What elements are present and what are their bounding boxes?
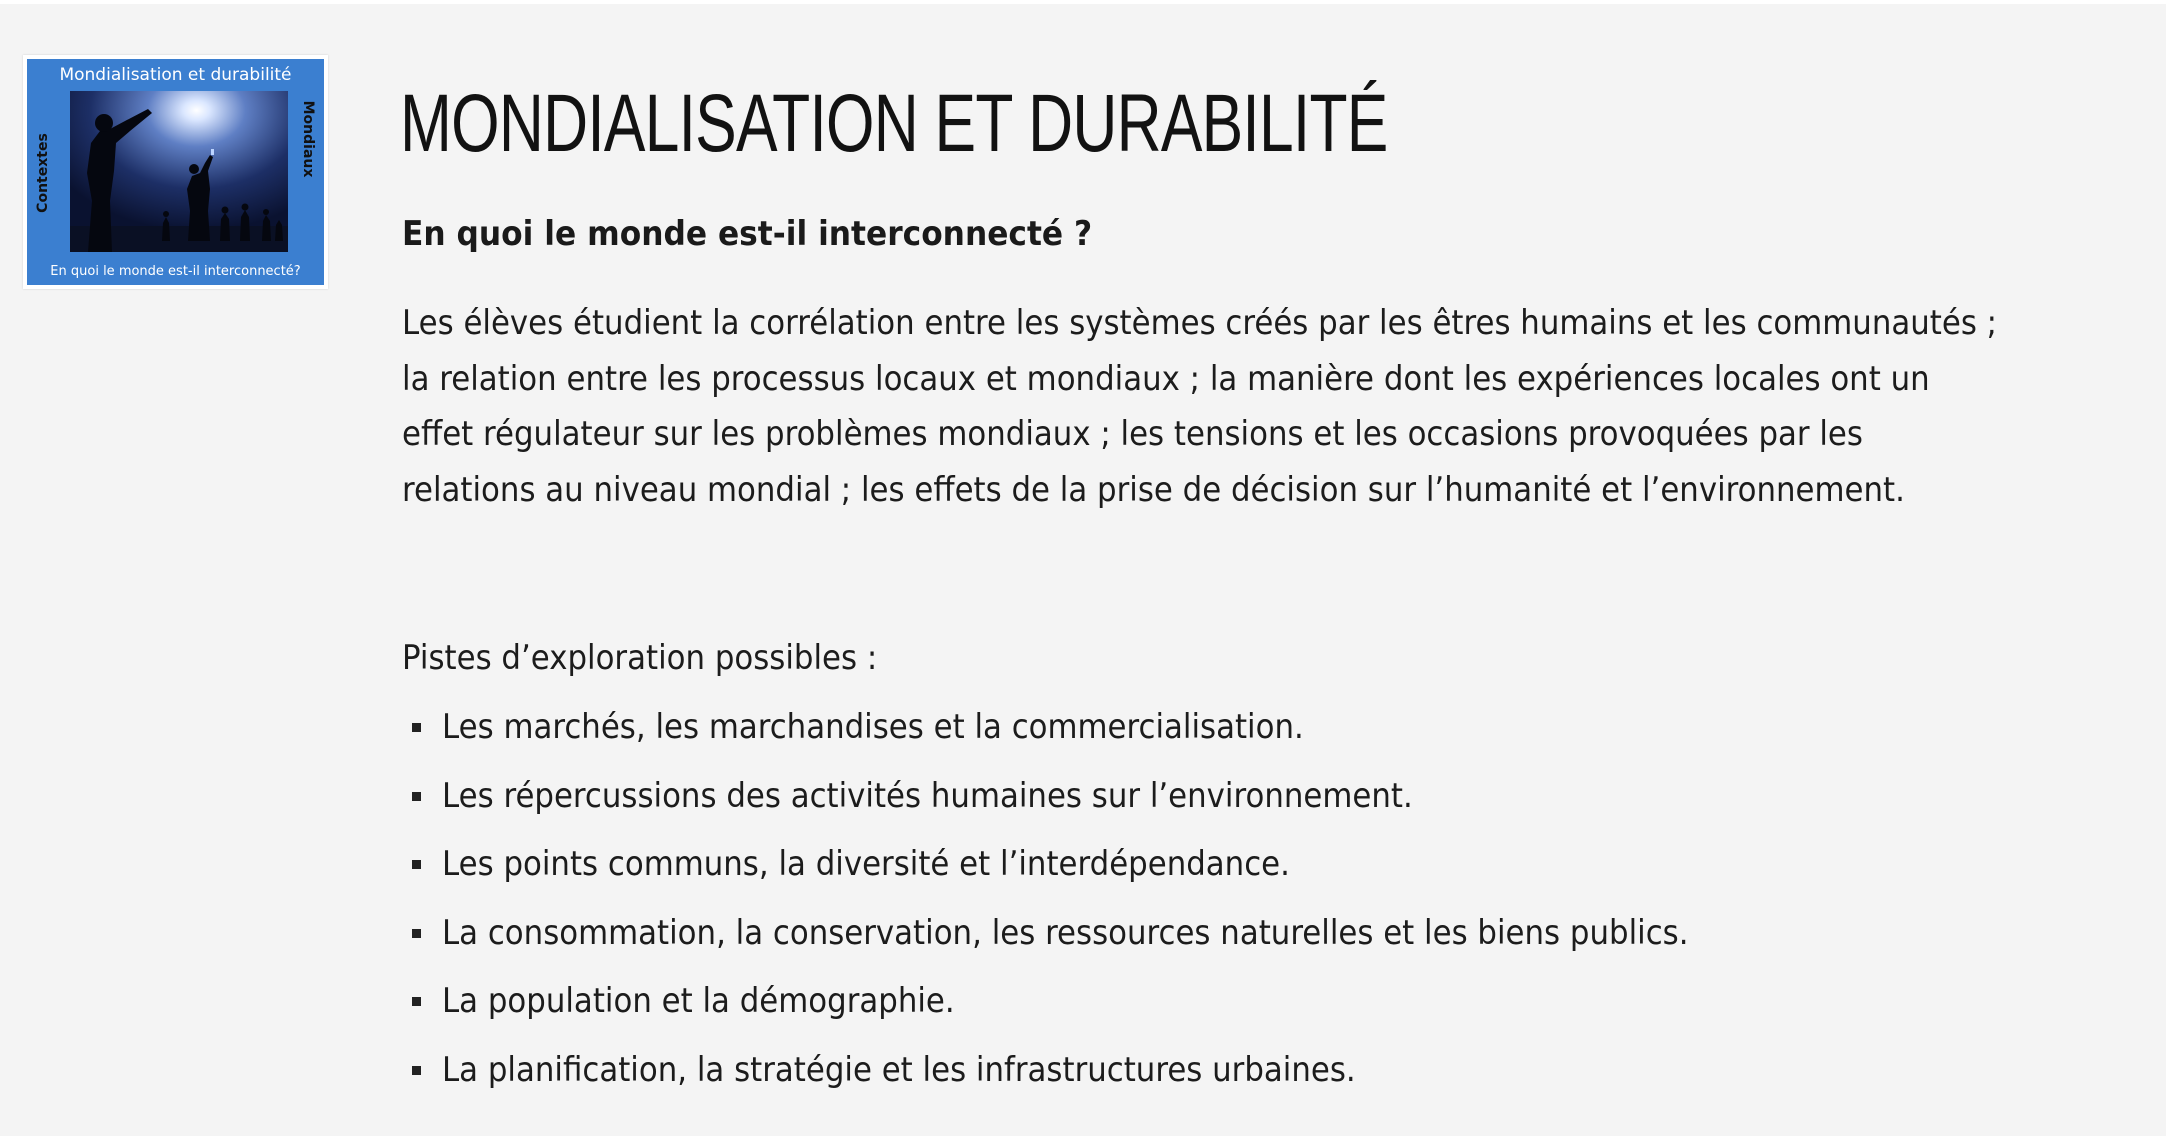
silhouettes-phone-light-photo-icon — [70, 91, 288, 252]
thumbnail-right-label: Mondiaux — [300, 100, 316, 178]
square-bullet-icon — [412, 1066, 421, 1075]
list-item-text: Les points communs, la diversité et l’interdépendance. — [442, 844, 1290, 884]
list-item-text: La consommation, la conservation, les ressources naturelles et les biens publics. — [442, 912, 1689, 952]
thumbnail-title: Mondialisation et durabilité — [59, 65, 292, 85]
thumbnail-caption: En quoi le monde est-il interconnecté? — [50, 264, 301, 279]
exploration-label: Pistes d’exploration possibles : — [402, 638, 878, 677]
list-item-text: Les marchés, les marchandises et la commercialisation. — [442, 707, 1304, 746]
square-bullet-icon — [412, 929, 421, 938]
guiding-question: En quoi le monde est-il interconnecté ? — [402, 214, 1093, 254]
square-bullet-icon — [412, 860, 421, 869]
topic-thumbnail — [23, 55, 328, 289]
list-item-text: La population et la démographie. — [442, 981, 955, 1021]
page-title: MONDIALISATION ET DURABILITÉ — [400, 78, 1388, 169]
square-bullet-icon — [412, 723, 421, 732]
thumbnail-frame — [27, 59, 324, 285]
square-bullet-icon — [412, 792, 421, 801]
list-item-text: Les répercussions des activités humaines sur l’environnement. — [442, 775, 1413, 815]
intro-paragraph: Les élèves étudient la corrélation entre les systèmes créés par les êtres humains et les communautés ; la relation entre les processus locaux et mondiaux ; la manière dont les expériences locales ont un effet régulateur sur les problèmes mondiaux ; les tensions et les occasions provoquées par les relations au niveau mondial ; les effets de la prise de décision sur l’humanité et l’environnement. — [402, 303, 1998, 509]
thumbnail-left-label: Contextes — [35, 133, 51, 213]
list-item-text: La planification, la stratégie et les infrastructures urbaines. — [442, 1049, 1356, 1089]
top-border — [0, 0, 2166, 4]
square-bullet-icon — [412, 997, 421, 1006]
